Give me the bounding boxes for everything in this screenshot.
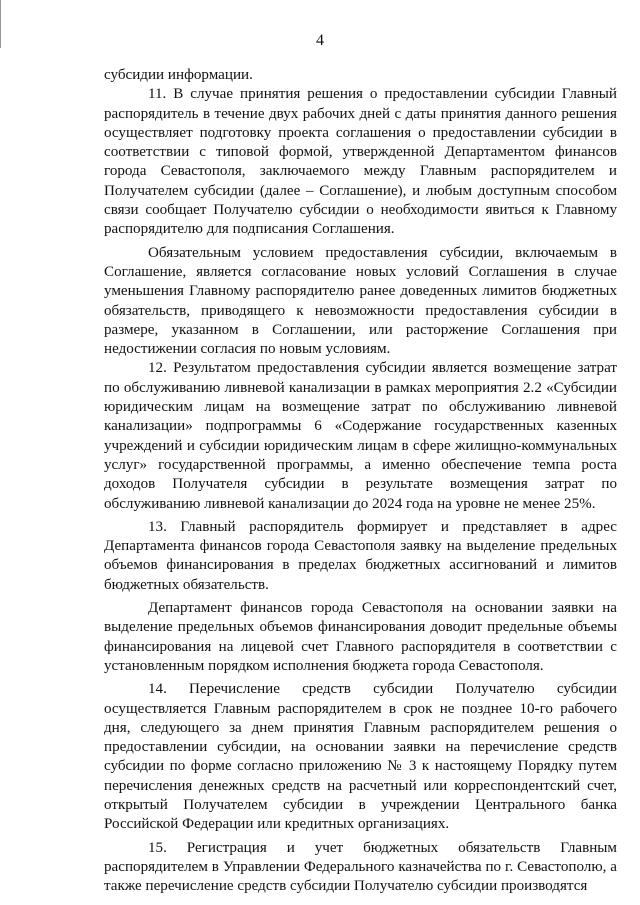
- paragraph-14: 14. Перечисление средств субсидии Получателю субсидии осуществляется Главным распорядителем в срок не позднее 10-го рабочего дня, следующего за днем принятия Главным распорядителем решения о предоставлении субсидии, на основании заявки на перечисление средств субсидии по форме согласно приложению № 3 к настоящему Порядку путем перечисления денежных средств на расчетный или корреспондентский счет, открытый Получателем субсидии в учреждении Центрального банка Российской Федерации или кредитных организациях.: [104, 681, 617, 833]
- paragraph-13: 13. Главный распорядитель формирует и представляет в адрес Департамента финансов города Севастополя заявку на выделение предельных объемов финансирования в пределах бюджетных ассигнований и лимитов бюджетных обязательств.: [104, 518, 617, 593]
- page-number: 4: [316, 32, 324, 49]
- paragraph-13-department: Департамент финансов города Севастополя на основании заявки на выделение предельных объемов финансирования доводит предельные объемы финансирования на лицевой счет Главного распорядителя в соответствии с установленным порядком исполнения бюджета города Севастополя.: [104, 600, 617, 674]
- paragraph-continuation: субсидии информации.: [104, 67, 253, 83]
- paragraph-11: 11. В случае принятия решения о предоставлении субсидии Главный распорядитель в течение двух рабочих дней с даты принятия данного решения осуществляет подготовку проекта соглашения о предоставлении субсидии в соответствии с типовой формой, утвержденной Департаментом финансов города Севастополя, заключаемого между Главным распорядителем и Получателем субсидии (далее – Соглашение), и любым доступным способом связи сообщает Получателю субсидии о необходимости явиться к Главному распорядителю для подписания Соглашения.: [104, 86, 617, 238]
- document-body: [104, 66, 617, 896]
- paragraph-11-condition: Обязательным условием предоставления субсидии, включаемым в Соглашение, является согласование новых условий Соглашения в случае уменьшения Главному распорядителю ранее доведенных лимитов бюджетных обязательств, приводящего к невозможности предоставления субсидии в размере, указанном в Соглашении, или расторжение Соглашения при недостижении согласия по новым условиям.: [104, 244, 617, 358]
- paragraph-15: 15. Регистрация и учет бюджетных обязательств Главным распорядителем в Управлении Федерального казначейства по г. Севастополю, а также перечисление средств субсидии Получателю субсидии производятся: [104, 839, 617, 895]
- paragraph-12: 12. Результатом предоставления субсидии является возмещение затрат по обслуживанию ливневой канализации в рамках мероприятия 2.2 «Субсидии юридическим лицам на возмещение затрат по обслуживанию ливневой канализации» подпрограммы 6 «Содержание государственных казенных учреждений и субсидии юридическим лицам в сфере жилищно-коммунальных услуг» государственной программы, а именно обеспечение темпа роста доходов Получателя субсидии в результате возмещения затрат по обслуживанию ливневой канализации до 2024 года на уровне не менее 25%.: [104, 360, 617, 512]
